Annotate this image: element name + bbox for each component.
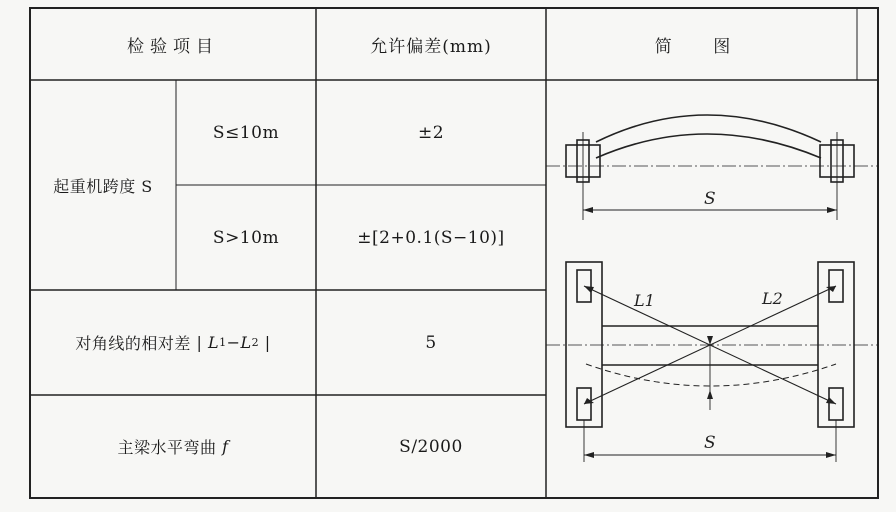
diagonal-l2-sub: 2	[251, 336, 260, 349]
beam-top-edge	[596, 115, 821, 142]
bending-curve	[586, 364, 836, 386]
diagonal-l2: L	[240, 333, 252, 352]
l2-label: L2	[762, 289, 783, 308]
header-item: 检验项目	[127, 36, 219, 57]
right-end-beam	[818, 262, 854, 427]
span-label: 起重机跨度 S	[53, 176, 153, 196]
beam-bottom-edge	[596, 134, 821, 158]
span-condition-1: S≤10m	[212, 122, 280, 143]
abs-bar-left: |	[190, 333, 208, 352]
diagonal-sketch	[546, 250, 878, 490]
bending-label-prefix: 主梁水平弯曲	[117, 438, 217, 457]
diagonal-l1: L	[207, 333, 220, 352]
span-sketch	[546, 80, 878, 250]
bending-tolerance: S/2000	[399, 436, 463, 457]
span-tolerance-1: ±2	[417, 122, 445, 143]
diagonal-l1-sub: 1	[219, 336, 227, 349]
bottom-dim-label: S	[704, 433, 716, 453]
diagonal-label	[30, 290, 316, 395]
span-dim-label: S	[704, 189, 716, 209]
left-end-beam	[566, 262, 602, 427]
diagonal-tolerance: 5	[425, 332, 437, 353]
diagonal-minus: −	[226, 333, 241, 352]
header-tolerance: 允许偏差(mm)	[370, 36, 492, 57]
diagonal-label-prefix: 对角线的相对差	[75, 334, 191, 353]
bending-var: f	[222, 437, 229, 456]
l1-label: L1	[634, 291, 655, 310]
span-tolerance-2: ±[2+0.1(S−10)]	[357, 227, 505, 248]
abs-bar-right: |	[259, 333, 271, 352]
bending-label	[30, 395, 316, 498]
span-condition-2: S>10m	[212, 227, 280, 248]
header-sketch: 简 图	[654, 36, 749, 57]
